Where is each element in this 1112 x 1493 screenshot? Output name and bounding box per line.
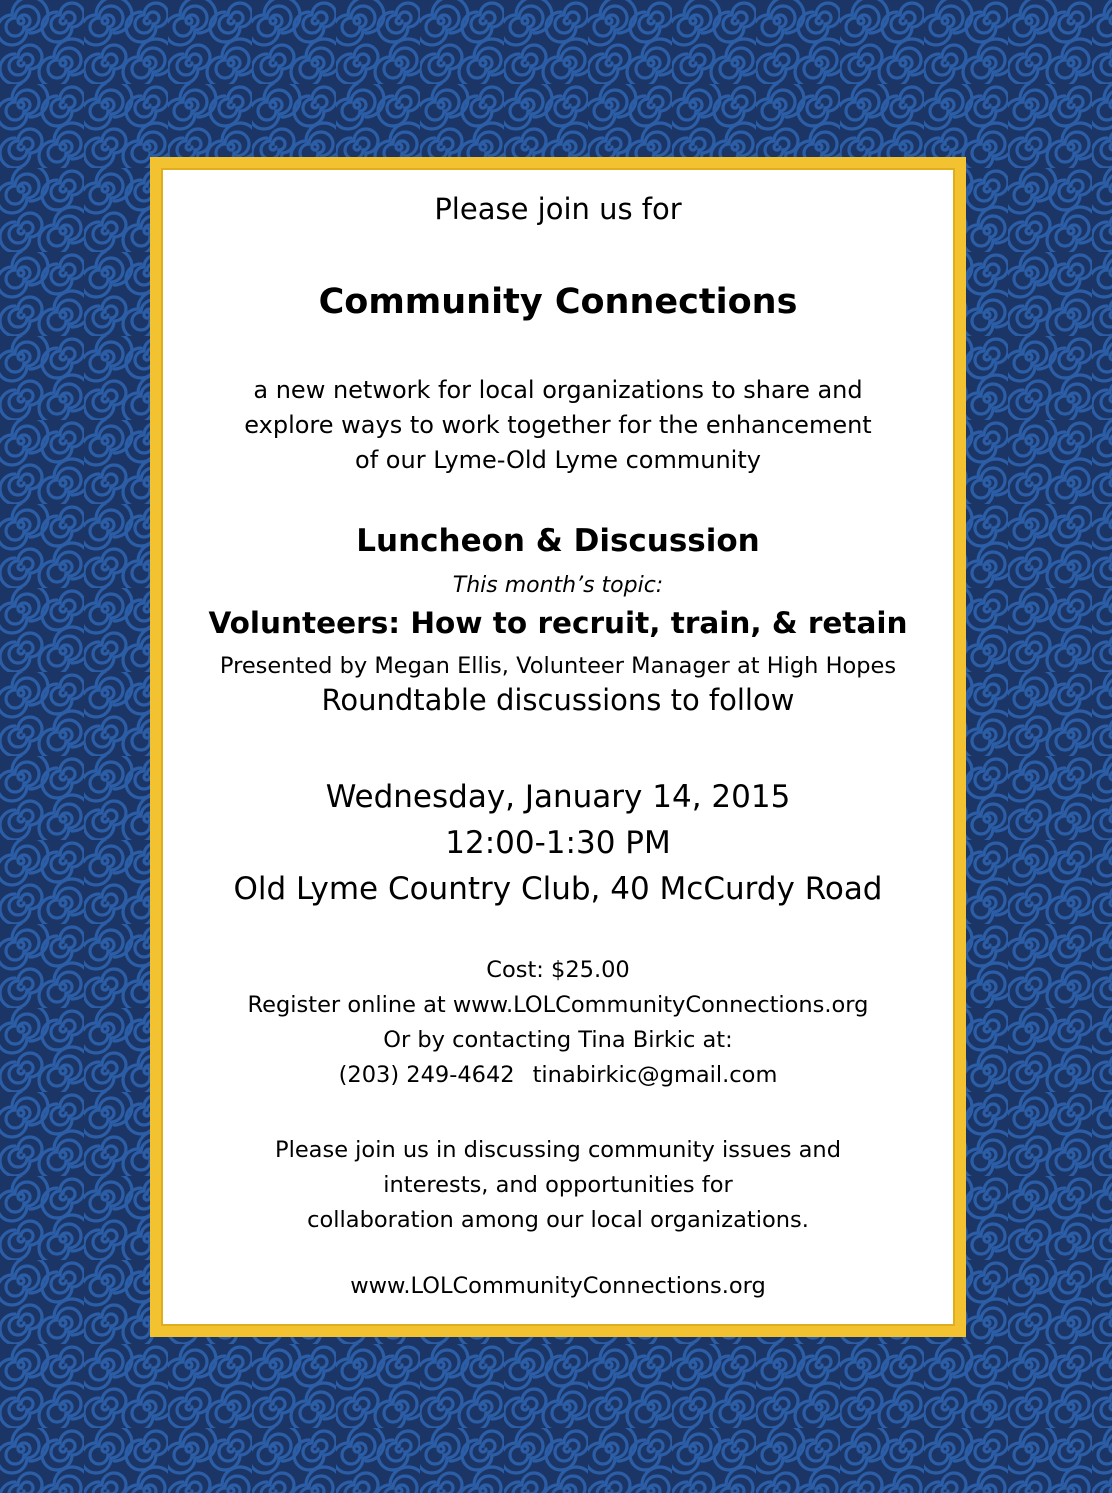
followup-text: Roundtable discussions to follow bbox=[321, 683, 795, 717]
closing-line: collaboration among our local organizations. bbox=[307, 1207, 809, 1233]
description-line: explore ways to work together for the enhancement bbox=[244, 411, 872, 439]
invitation-card bbox=[150, 157, 966, 1337]
website-url: www.LOLCommunityConnections.org bbox=[350, 1273, 766, 1299]
event-title: Community Connections bbox=[318, 282, 798, 322]
cost-text: Cost: $25.00 bbox=[486, 957, 630, 983]
event-time: 12:00-1:30 PM bbox=[445, 825, 671, 861]
event-venue: Old Lyme Country Club, 40 McCurdy Road bbox=[233, 871, 883, 907]
description-line: a new network for local organizations to share and bbox=[253, 376, 863, 404]
presenter-text: Presented by Megan Ellis, Volunteer Manager at High Hopes bbox=[219, 653, 897, 679]
topic-label: This month’s topic: bbox=[452, 573, 664, 598]
closing-line: interests, and opportunities for bbox=[383, 1172, 733, 1198]
closing-line: Please join us in discussing community issues and bbox=[275, 1137, 841, 1163]
phone-number: (203) 249-4642 bbox=[338, 1062, 515, 1088]
description-line: of our Lyme-Old Lyme community bbox=[355, 446, 761, 474]
email-address: tinabirkic@gmail.com bbox=[532, 1062, 778, 1088]
event-format: Luncheon & Discussion bbox=[356, 523, 760, 559]
register-text: Register online at www.LOLCommunityConnections.org bbox=[247, 992, 869, 1018]
contact-details bbox=[161, 1058, 955, 1093]
contact-text: Or by contacting Tina Birkic at: bbox=[383, 1027, 733, 1053]
intro-text: Please join us for bbox=[434, 192, 682, 226]
topic-title: Volunteers: How to recruit, train, & retain bbox=[208, 606, 908, 640]
event-date: Wednesday, January 14, 2015 bbox=[325, 779, 791, 815]
